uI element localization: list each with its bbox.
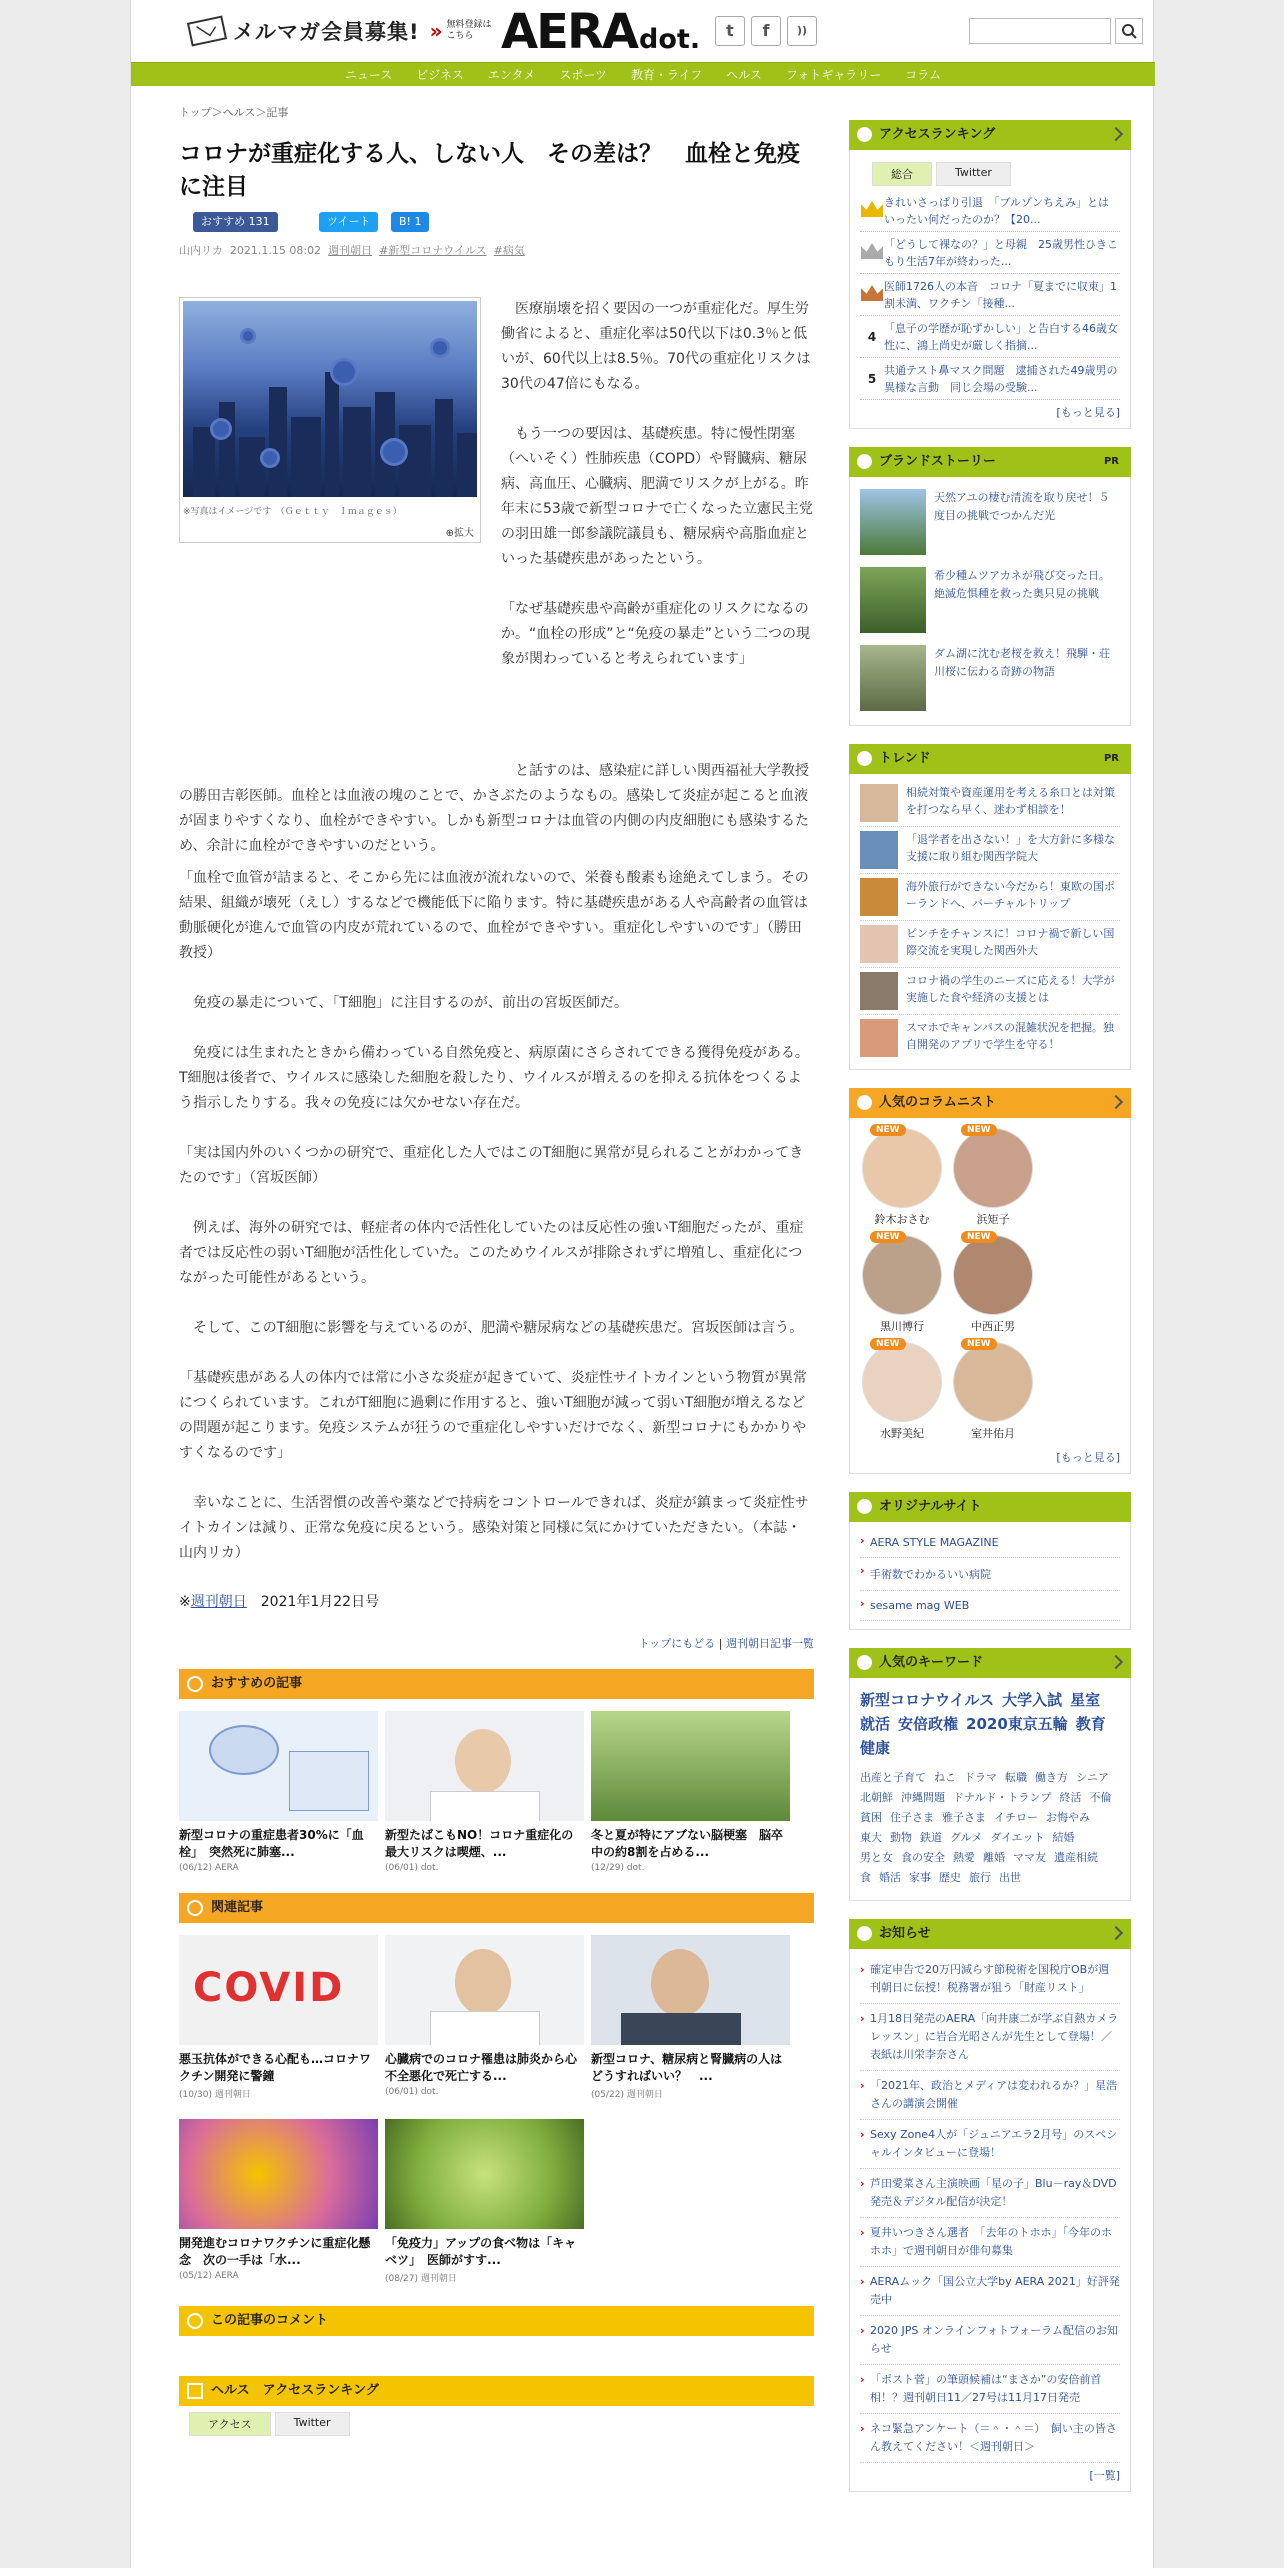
nav-item[interactable]: ニュース: [344, 68, 393, 82]
recommended-heading: おすすめの記事: [179, 1669, 814, 1699]
notice-item[interactable]: › 1月18日発売のAERA「向井康二が学ぶ自熱カメラレッスン」に岩合光昭さんが先生として登場！／表紙は川栄李奈さん: [860, 2004, 1120, 2071]
avatar: [862, 1342, 942, 1422]
paragraph: 例えば、海外の研究では、軽症者の体内で活性化していたのは反応性の強いT細胞だったが、重症者では反応性の弱いT細胞が活性化していた。このためウイルスが排除されずに増殖し、重症化につながった可能性があるという。: [179, 1220, 804, 1286]
recommended-card[interactable]: 冬と夏が特にアブない脳梗塞 脳卒中の約8割を占める... (12/29) dot.: [591, 1711, 790, 1873]
notice-item[interactable]: › ネコ緊急アンケート（＝＾・＾＝） 飼い主の皆さん教えてください！＜週刊朝日＞: [860, 2414, 1120, 2463]
zoom-icon: ⊕: [445, 528, 454, 539]
nav-item[interactable]: コラム: [905, 68, 942, 82]
trend-item[interactable]: ピンチをチャンスに！コロナ禍で新しい国際交流を実現した関西外大: [860, 921, 1120, 968]
related-card[interactable]: 心臓病でのコロナ罹患は肺炎から心不全悪化で死亡する... (06/01) dot.: [385, 1935, 584, 2100]
river-photo: [860, 489, 926, 555]
ranking-item[interactable]: 医師1726人の本音 コロナ「夏までに収束」1割未満、ワクチン「接種...: [860, 274, 1120, 316]
crown-icon: [857, 127, 872, 142]
keyword-link[interactable]: 食の安全: [901, 1851, 945, 1864]
gold-crown-icon: [861, 201, 883, 217]
original-site-link[interactable]: › 手術数でわかるいい病院: [860, 1558, 1120, 1591]
columnist[interactable]: NEW 浜矩子: [951, 1128, 1035, 1227]
trend-thumb: [860, 878, 898, 916]
logo-aera: AERA: [501, 4, 638, 60]
keyword-link[interactable]: 家事: [909, 1871, 931, 1884]
breadcrumb-top[interactable]: トップ: [179, 106, 212, 119]
keyword-link[interactable]: 出世: [999, 1871, 1021, 1884]
source-link[interactable]: 週刊朝日: [190, 1594, 247, 1610]
nav-item[interactable]: 教育・ライフ: [630, 68, 703, 82]
keyword-link[interactable]: 結婚: [1052, 1831, 1075, 1844]
keyword-link[interactable]: 不倫: [1089, 1791, 1112, 1804]
trend-thumb: [860, 925, 898, 963]
hatena-bookmark-button[interactable]: B! 1: [391, 212, 429, 232]
article-lead: [501, 297, 814, 697]
tab-twitter[interactable]: Twitter: [936, 162, 1011, 186]
avatar: [862, 1128, 942, 1208]
notice-item[interactable]: › Sexy Zone4人が「ジュニアエラ2月号」のスペシャルインタビューに登場！: [860, 2120, 1120, 2169]
trend-item[interactable]: 海外旅行ができない今だから！東欧の国ポーランドへ、バーチャルトリップ: [860, 874, 1120, 921]
notice-item[interactable]: › 2020 JPS オンラインフォトフォーラム配信のお知らせ: [860, 2316, 1120, 2365]
ranking-item[interactable]: 5 共通テスト鼻マスク問題 逮捕された49歳男の異様な言動 同じ会場の受験...: [860, 358, 1120, 400]
keyword-link[interactable]: ドラマ: [964, 1771, 997, 1784]
story-item[interactable]: 希少種ムツアカネが飛び交った日。絶滅危惧種を救った奥只見の挑戦: [860, 561, 1120, 639]
columnists: [849, 1088, 1131, 1474]
back-to-top-link[interactable]: トップにもどる: [638, 1637, 716, 1650]
site-logo[interactable]: [501, 6, 700, 58]
info-icon: [857, 1926, 872, 1941]
paragraph: もう一つの要因は、基礎疾患。特に慢性閉塞（へいそく）性肺疾患（COPD）や腎臓病、糖尿病、高血圧、心臓病、肥満でリスクが上がる。昨年末に53歳で新型コロナで亡くなった立憲民主党の羽田雄一郎参議院議員も、糖尿病や高脂血症といった基礎疾患があったという。: [501, 426, 813, 567]
paragraph: 「基礎疾患がある人の体内では常に小さな炎症が起きていて、炎症性サイトカインという物質が異常につくられています。これがT細胞に過剰に作用すると、強いT細胞が減って弱いT細胞が増えるなどの問題が起こります。免疫システムが狂うので重症化しやすいだけでなく、新型コロナにもかかりやすくなるのです」: [179, 1370, 807, 1461]
globe-icon: [857, 1499, 872, 1514]
related-heading: 関連記事: [179, 1893, 814, 1923]
article-photo[interactable]: [179, 297, 481, 543]
keyword-link[interactable]: 出産と子育て: [860, 1771, 926, 1784]
trend-thumb: [860, 831, 898, 869]
original-sites-heading: オリジナルサイト: [849, 1492, 1131, 1522]
breadcrumb-current: 記事: [266, 106, 289, 119]
publish-date: 2021.1.15 08:02: [229, 244, 322, 257]
nav-item[interactable]: エンタメ: [487, 68, 536, 82]
keyword-link[interactable]: 動物: [890, 1831, 912, 1844]
trend-heading: トレンド PR: [849, 744, 1131, 774]
notice-list: [849, 1949, 1131, 2492]
keyword-link[interactable]: 旅行: [969, 1871, 991, 1884]
covid-text-thumb: COVID: [179, 1935, 378, 2045]
story-item[interactable]: 天然アユの棲む清流を取り戻せ！５度目の挑戦でつかんだ光: [860, 483, 1120, 561]
access-ranking-tabs: [872, 162, 1120, 186]
crown-icon: [857, 1095, 872, 1110]
access-ranking-heading[interactable]: アクセスランキング: [849, 120, 1131, 150]
trend: [849, 744, 1131, 1070]
trend-item[interactable]: 「退学者を出さない！」を大方針に多様な支援に取り組む関西学院大: [860, 827, 1120, 874]
access-ranking: [849, 120, 1131, 429]
columnist-grid: [860, 1124, 1120, 1445]
trend-item[interactable]: 相続対策や資産運用を考える糸口とは対策を打つなら早く、迷わず相談を！: [860, 780, 1120, 827]
rss-icon[interactable]: )): [787, 16, 817, 46]
keyword-link[interactable]: 住子さま: [890, 1811, 934, 1824]
tweet-button[interactable]: ツイート: [319, 212, 378, 232]
tag-icon: [857, 1655, 872, 1670]
brand-story: [849, 447, 1131, 726]
source-line: ※週刊朝日 2021年1月22日号: [179, 1594, 380, 1610]
cabbage-photo-thumb: [385, 2119, 584, 2229]
columnist[interactable]: NEW 中西正男: [951, 1235, 1035, 1334]
comment-icon: [187, 2313, 203, 2329]
global-nav: [131, 62, 1155, 86]
facebook-like-button[interactable]: おすすめ 131: [193, 212, 278, 232]
site-header: [131, 0, 1155, 62]
keyword-link[interactable]: ダイエット: [990, 1831, 1045, 1844]
keyword-link[interactable]: 就活: [860, 1715, 891, 1733]
comments-heading: この記事のコメント: [179, 2306, 814, 2336]
columnists-heading[interactable]: 人気のコラムニスト: [849, 1088, 1131, 1118]
keyword-link[interactable]: 転職: [1005, 1771, 1027, 1784]
related-list: [179, 1935, 814, 2296]
mailmag-sub: 無料登録は こちら: [446, 20, 492, 41]
original-sites: [849, 1492, 1131, 1630]
notice-item[interactable]: › 「2021年、政治とメディアは変われるか？」星浩さんの講演会開催: [860, 2071, 1120, 2120]
keyword-link[interactable]: イチロー: [994, 1811, 1038, 1824]
breadcrumb: トップ＞ヘルス＞記事: [179, 106, 289, 119]
nature-photo-thumb: [591, 1711, 790, 1821]
article-list-link[interactable]: 週刊朝日記事一覧: [726, 1637, 814, 1650]
notice-item[interactable]: › 「ポスト菅」の筆頭候補は“まさか”の安倍前首相！？週刊朝日11／27号は11月17日発売: [860, 2365, 1120, 2414]
tag-link[interactable]: #病気: [493, 244, 525, 257]
keyword-link[interactable]: 北朝鮮: [860, 1791, 893, 1804]
network-icon: [187, 1676, 203, 1692]
zoom-button[interactable]: ⊕拡大: [445, 528, 474, 539]
nav-item[interactable]: スポーツ: [559, 68, 607, 82]
tab-access[interactable]: アクセス: [189, 2412, 271, 2436]
search-input[interactable]: [969, 18, 1111, 44]
keyword-link[interactable]: グルメ: [950, 1831, 983, 1844]
tag-link[interactable]: #新型コロナウイルス: [379, 244, 487, 257]
nav-item[interactable]: ビジネス: [416, 68, 464, 82]
nav-item[interactable]: ヘルス: [726, 68, 762, 82]
doctor-photo-thumb: [385, 1935, 584, 2045]
paragraph: と話すのは、感染症に詳しい関西福祉大学教授の勝田吉彰医師。血栓とは血液の塊のことで、かさぶたのようなもの。感染して炎症が起こると血液が固まりやすくなり、血栓ができやすい。しかも新型コロナは血管の内側の内皮細胞にも感染するため、余計に血栓ができやすいのだという。: [179, 763, 809, 854]
related-card[interactable]: 「免疫力」アップの食べ物は「キャベツ」 医師がすす... (08/27) 週刊朝日: [385, 2119, 584, 2284]
paragraph: 「なぜ基礎疾患や高齢が重症化のリスクになるのか。“血栓の形成”と“免疫の暴走”という二つの現象が関わっていると考えられています」: [501, 601, 811, 667]
avatar: [953, 1342, 1033, 1422]
brand-story-heading: ブランドストーリー PR: [849, 447, 1131, 477]
keyword-link[interactable]: 婚活: [879, 1871, 901, 1884]
page: [130, 0, 1154, 2568]
publication-link[interactable]: 週刊朝日: [328, 244, 373, 257]
author: 山内リカ: [179, 244, 223, 257]
person-icon: [857, 454, 872, 469]
sidebar: [849, 120, 1131, 2510]
keyword-link[interactable]: 終活: [1059, 1791, 1082, 1804]
keyword-link[interactable]: ママ友: [1013, 1851, 1046, 1864]
keyword-link[interactable]: 食: [860, 1871, 871, 1884]
keyword-link[interactable]: 離婚: [983, 1851, 1005, 1864]
city-virus-image: [183, 301, 477, 497]
notice-item[interactable]: › 確定申告で20万円減らす節税術を国税庁OBが週刊朝日に伝授！税務署が狙う「財産リスト」: [860, 1955, 1120, 2004]
trend-thumb: [860, 784, 898, 822]
keyword-link[interactable]: 安倍政権: [898, 1715, 959, 1733]
keyword-link[interactable]: 男と女: [860, 1851, 893, 1864]
keyword-link[interactable]: 鉄道: [920, 1831, 942, 1844]
silver-crown-icon: [861, 243, 883, 259]
tab-twitter[interactable]: Twitter: [275, 2412, 350, 2436]
related-card[interactable]: COVID 悪玉抗体ができる心配も…コロナワクチン開発に警鐘 (10/30) 週刊朝日: [179, 1935, 378, 2100]
article-body-area: [179, 104, 814, 2544]
paragraph: 免疫には生まれたときから備わっている自然免疫と、病原菌にさらされてできる獲得免疫がある。T細胞は後者で、ウイルスに感染した細胞を殺したり、ウイルスが増えるのを抑える抗体をつくるよう指示したりする。我々の免疫には欠かせない存在だ。: [179, 1045, 809, 1111]
ranking-item[interactable]: 4 「息子の学歴が恥ずかしい」と告白する46歳女性に、鴻上尚史が厳しく指摘...: [860, 316, 1120, 358]
mailmag-title: メルマガ会員募集!: [233, 20, 420, 44]
chevron-right-icon: [1109, 127, 1123, 141]
notice-list-link[interactable]: [一覧]: [1089, 2469, 1120, 2482]
search-icon: [1116, 19, 1142, 43]
notice-item[interactable]: › 芦田愛菜さん主演映画「星の子」Blu－ray＆DVD発売＆デジタル配信が決定！: [860, 2169, 1120, 2218]
trend-item[interactable]: スマホでキャンパスの混雑状況を把握。独自開発のアプリで学生を守る！: [860, 1015, 1120, 1061]
paragraph: そして、このT細胞に影響を与えているのが、肥満や糖尿病などの基礎疾患だ。宮坂医師は言う。: [179, 1320, 804, 1336]
avatar: [953, 1235, 1033, 1315]
more-link[interactable]: [もっと見る]: [1056, 1451, 1120, 1464]
recommended-card[interactable]: 新型コロナの重症患者30%に「血栓」 突然死に肺塞... (06/12) AERA: [179, 1711, 378, 1873]
paragraph: 医療崩壊を招く要因の一つが重症化だ。厚生労働省によると、重症化率は50代以下は0.3％と低いが、60代以上は8.5％。70代の重症化リスクは30代の47倍にもなる。: [501, 301, 811, 392]
crown-icon: [187, 2383, 203, 2399]
twitter-icon[interactable]: t: [715, 16, 745, 46]
article-title: コロナが重症化する人、しない人 その差は？ 血栓と免疫に注目: [179, 141, 800, 200]
keyword-link[interactable]: 歴史: [939, 1871, 961, 1884]
facebook-icon[interactable]: f: [751, 16, 781, 46]
person-icon: [857, 751, 872, 766]
columnist[interactable]: NEW 黒川博行: [860, 1235, 944, 1334]
keyword-link[interactable]: 雅子さま: [942, 1811, 986, 1824]
keyword-link[interactable]: シニア: [1076, 1771, 1109, 1784]
chevron-right-icon: [1109, 1655, 1123, 1669]
network-icon: [187, 1900, 203, 1916]
virus-diagram-thumb: [179, 1711, 378, 1821]
recommended-card[interactable]: 新型たばこもNO！コロナ重症化の最大リスクは喫煙、... (06/01) dot.: [385, 1711, 584, 1873]
notices-heading[interactable]: お知らせ: [849, 1919, 1131, 1949]
search-button[interactable]: [1115, 18, 1143, 44]
keyword-link[interactable]: 健康: [860, 1739, 891, 1757]
small-keywords: [860, 1764, 1120, 1892]
recommended-list: [179, 1711, 814, 1885]
health-ranking-tabs: [189, 2412, 814, 2436]
keyword-link[interactable]: 働き方: [1035, 1771, 1068, 1784]
chevron-right-icon: [1109, 1926, 1123, 1940]
forest-photo: [860, 567, 926, 633]
keyword-link[interactable]: 2020東京五輪: [966, 1715, 1068, 1733]
ranking-item[interactable]: 「どうして裸なの？」と母親 25歳男性ひきこもり生活7年が終わった...: [860, 232, 1120, 274]
related-card[interactable]: 新型コロナ、糖尿病と腎臓病の人はどうすればいい？ ... (05/22) 週刊朝日: [591, 1935, 790, 2100]
chevron-right-icon: [1109, 1095, 1123, 1109]
columnist[interactable]: NEW 水野美紀: [860, 1342, 944, 1441]
columnist[interactable]: NEW 室井佑月: [951, 1342, 1035, 1441]
more-link[interactable]: [もっと見る]: [1056, 406, 1120, 419]
article-footer-links: トップにもどる | 週刊朝日記事一覧: [638, 1637, 814, 1650]
big-keywords: [860, 1684, 1120, 1764]
keyword-link[interactable]: ドナルド・トランプ: [953, 1791, 1052, 1804]
keywords-heading[interactable]: 人気のキーワード: [849, 1648, 1131, 1678]
mailmag-banner[interactable]: [189, 17, 492, 45]
keyword-link[interactable]: 星室: [1070, 1691, 1101, 1709]
arrow-icon: »: [429, 19, 443, 43]
envelope-icon: [187, 16, 227, 47]
keyword-link[interactable]: ねこ: [934, 1771, 956, 1784]
keyword-link[interactable]: 貧困: [860, 1811, 882, 1824]
paragraph: 「実は国内外のいくつかの研究で、重症化した人ではこのT細胞に異常が見られることがわかってきたのです」（宮坂医師）: [179, 1145, 804, 1186]
story-item[interactable]: ダム湖に沈む老桜を救え！飛騨・荘川桜に伝わる奇跡の物語: [860, 639, 1120, 717]
bronze-crown-icon: [861, 285, 883, 301]
photo-caption: ※写真はイメージです （Ｇｅｔｔｙ Ｉｍａｇｅｓ）: [183, 507, 402, 517]
virus-illustration-thumb: [179, 2119, 378, 2229]
logo-dot: dot.: [639, 24, 701, 55]
breadcrumb-health[interactable]: ヘルス: [222, 106, 256, 119]
keyword-link[interactable]: 沖縄問題: [901, 1791, 945, 1804]
trend-thumb: [860, 1019, 898, 1057]
keyword-link[interactable]: 東大: [860, 1831, 882, 1844]
columnist[interactable]: NEW 鈴木おさむ: [860, 1128, 944, 1227]
tab-overall[interactable]: 総合: [872, 162, 932, 186]
doctor-photo-thumb: [385, 1711, 584, 1821]
keyword-link[interactable]: お悔やみ: [1046, 1811, 1090, 1824]
keyword-link[interactable]: 熱愛: [953, 1851, 975, 1864]
original-site-link[interactable]: › sesame mag WEB: [860, 1591, 1120, 1621]
keyword-link[interactable]: 大学入試: [1002, 1691, 1063, 1709]
keyword-link[interactable]: 新型コロナウイルス: [860, 1691, 995, 1709]
doctor-photo-thumb: [591, 1935, 790, 2045]
avatar: [862, 1235, 942, 1315]
notice-item[interactable]: › AERAムック「国公立大学by AERA 2021」好評発売中: [860, 2267, 1120, 2316]
original-site-link[interactable]: › AERA STYLE MAGAZINE: [860, 1528, 1120, 1558]
trend-item[interactable]: コロナ禍の学生のニーズに応える！大学が実施した食や経済の支援とは: [860, 968, 1120, 1015]
trend-thumb: [860, 972, 898, 1010]
paragraph: 「血栓で血管が詰まると、そこから先には血液が流れないので、栄養も酸素も途絶えてしまう。その結果、組織が壊死（えし）するなどで機能低下に陥ります。特に基礎疾患がある人や高齢者の血管は動脈硬化が進んで血管の内皮が荒れているので、血栓ができやすい。重症化しやすいのです」（勝田教授）: [179, 870, 809, 961]
notice-item[interactable]: › 夏井いつきさん選者 「去年のトホホ」「今年のホホホ」で週刊朝日が俳句募集: [860, 2218, 1120, 2267]
paragraph: 免疫の暴走について、「T細胞」に注目するのが、前出の宮坂医師だ。: [179, 995, 628, 1011]
paragraph: 幸いなことに、生活習慣の改善や薬などで持病をコントロールできれば、炎症が鎮まって炎症性サイトカインは減り、正常な免疫に戻るという。感染対策と同様に気にかけていただきたい。（本誌・山内リカ）: [179, 1495, 809, 1561]
tree-photo: [860, 645, 926, 711]
article-body: [179, 866, 814, 2440]
notices: [849, 1919, 1131, 2492]
nav-item[interactable]: フォトギャラリー: [785, 68, 882, 82]
related-card[interactable]: 開発進むコロナワクチンに重症化懸念 次の一手は「水... (05/12) AERA: [179, 2119, 378, 2284]
avatar: [953, 1128, 1033, 1208]
keyword-link[interactable]: 遺産相続: [1054, 1851, 1098, 1864]
keyword-link[interactable]: 教育: [1075, 1715, 1106, 1733]
keywords: [849, 1648, 1131, 1901]
health-ranking-heading: ヘルス アクセスランキング: [179, 2376, 814, 2406]
ranking-item[interactable]: きれいさっぱり引退 「ブルゾンちえみ」とはいったい何だったのか？【20...: [860, 190, 1120, 232]
